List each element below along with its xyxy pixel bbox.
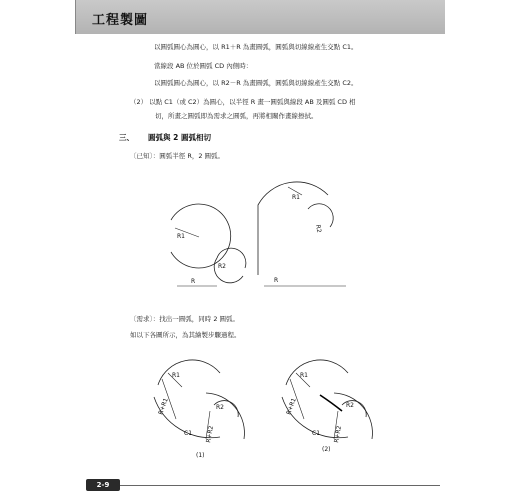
label-r1: R1 <box>177 233 185 240</box>
label-r1-step2: R1 <box>300 372 308 379</box>
label-r1-right: R1 <box>292 194 300 201</box>
label-r-plus-r1-step2: R+R1 <box>285 397 298 416</box>
page-number: 2-9 <box>86 479 120 491</box>
label-c1-step2: C1 <box>312 430 321 437</box>
section-number: 三、 <box>119 133 134 142</box>
caption-step-1: (1) <box>196 452 205 459</box>
label-r2-step1: R2 <box>216 404 224 411</box>
figure-known-right <box>250 165 360 290</box>
caption-step-2: (2) <box>322 446 331 453</box>
label-r-plus-r2-step2: R+R2 <box>333 425 343 444</box>
arc-r2-lower <box>214 258 243 283</box>
step-2-line-2: 切，所畫之圓弧即為需求之圓弧，再將相關作畫線擦拭。 <box>155 112 318 120</box>
figure-step-1 <box>148 345 256 463</box>
label-r-plus-r1-step1: R+R1 <box>157 397 170 416</box>
label-r2-step2: R2 <box>346 402 354 409</box>
label-r: R <box>191 278 196 285</box>
chapter-title: 工程製圖 <box>92 13 149 28</box>
figure-known-arcs <box>155 190 255 300</box>
label-r1-step1: R1 <box>172 372 180 379</box>
section-title: 圓弧與 2 圓弧相切 <box>148 133 211 142</box>
tangent-arc-result <box>320 395 342 411</box>
body-line-3: 以圓弧圓心為圓心，以 R2－R 為畫圓弧，圓弧與切線線產生交點 C2。 <box>154 79 358 87</box>
known-text: 〔已知〕：圓弧半徑 R，2 圓弧。 <box>130 152 225 160</box>
required-text: 〔需求〕：找出一圓弧，同時 2 圓弧。 <box>130 315 240 323</box>
label-r2: R2 <box>218 263 226 270</box>
figure-step-2 <box>276 345 384 463</box>
footer-rule <box>120 485 440 486</box>
arc-r1-step1 <box>158 360 220 385</box>
step-2-line-1: （2） 以點 C1（或 C2）為圓心，以半徑 R 畫一圓弧與線段 AB 及圓弧 CD 相 <box>130 98 356 106</box>
label-c1-step1: C1 <box>184 430 193 437</box>
label-r-plus-r2-step1: R+R2 <box>205 425 215 444</box>
body-line-2: 當線段 AB 位於圓弧 CD 內側時： <box>154 62 253 70</box>
label-r-right: R <box>274 277 279 284</box>
intro-text: 如以下各圖所示，為其繪製步驟過程。 <box>130 331 241 339</box>
label-r2-right: R2 <box>314 224 323 234</box>
body-line-1: 以圓弧圓心為圓心，以 R1＋R 為畫圓弧，圓弧與切線線產生交點 C1。 <box>154 43 358 51</box>
arc-r1-step2 <box>286 360 348 385</box>
